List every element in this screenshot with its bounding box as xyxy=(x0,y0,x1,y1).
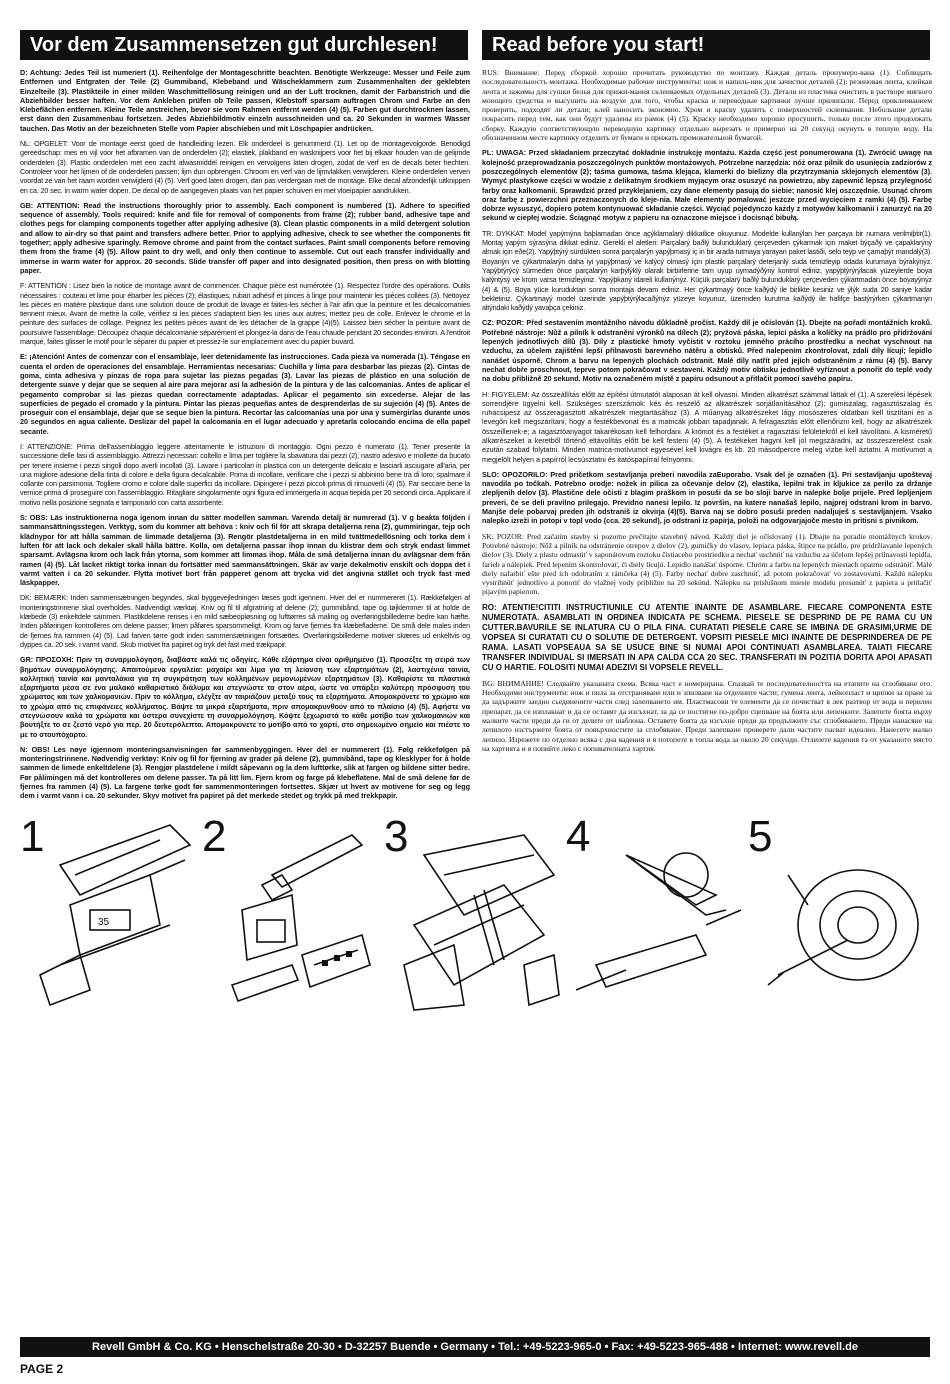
instruction-paragraph-gr: GR: ΠΡΟΣΟΧΗ: Πριν τη συναρμολόγηση, διαβάστε καλά τις οδηγίες. Κάθε εξάρτημα είναι αριθμημένο (1). Προσέξτε τη σειρά των βημάτων συναρμολόγησης. Απαιτούμενα εργαλεία: μαχαίρι και λίμα για τη λείανση των εξαρτημάτων (2), λαστιχένια ταινία, κολλητική ταινία και μανταλάκια για τη συγκράτηση των κολλημένων μεμονωμένων εξαρτημάτων (3). Καθαρίστε τα πλαστικά εξαρτήματα μέσα σε ένα μαλακό καθαριστικό διάλυμα και στεγνώστε τα στον αέρα, ώστε να υπάρξει καλύτερη πρόσφυση του χρώματος και των χαλκομανιών. Πριν το κόλλημα, ελέγξτε αν ταιριάζουν μεταξύ τους τα εξαρτήματα. Απομακρύνετε το χρώμιο και το χρώμα από τις επιφάνειες κολλήματος. Βάψτε τα μικρά εξαρτήματα, πριν απομακρυνθούν από το πλαίσιο (4) (5). Αφήστε να στεγνώσουν καλά τα χρώματα και ύστερα συνεχίστε τη συναρμολόγηση. Κόψτε ξεχωριστά το κάθε μοτίβο των χαλκομανιών και βουτήξτε το σε ζεστό νερό για περ. 20 δευτερόλεπτα. Απομακρύνετε το μοτίβο από το χαρτί, στο σημειωμένο σημείο και πιέστε το με το στουπόχαρτο. xyxy=(20,655,470,739)
step-number: 3 xyxy=(384,812,409,861)
knife-cutting-part-icon xyxy=(20,812,200,1015)
instruction-paragraph-i: I: ATTENZIONE: Prima dell'assemblaggio leggere attentamente le istruzioni di montaggio. Ogni pezzo è numerato (1). Tener presente la successione delle fasi di assemblaggio. Attrezzi necessari: coltello e lima per togliere la sbavatura dai pezzi (2), nastro adesivo e mollette da bucato per tenere insieme i pezzi singoli dopo averli incollati (3). Lavare i particolari in plastica con un detergente delicato e lasciarli asciugare all'aria, per una migliore adesione della tinta di colore e della figura decalcabile. Prima di incollare, verificare che i pezzi si abbinino bene tra di loro; spalmare il collante con parsimonia. Togliere cromo e colore dalle superfici da incollare. Dipingere i pezzi piccoli prima di rimuoverli (4) (5). Far seccare bene la vernice prima di proseguire con l'assemblaggio. Ritagliare singolarmente ogni figura ed immergerla in acqua tiepida per 20 secondi circa. Applicare il motivo nella posizione segnata e tamponarlo con carta assorbente. xyxy=(20,441,470,507)
step-number: 4 xyxy=(566,812,591,861)
file-and-clamp-icon xyxy=(202,812,382,1015)
instruction-paragraph-sk: SK: POZOR: Pred začatím stavby si pozorne prečítajte stavebný návod. Každý diel je očíslovaný (1). Dbajte na poradie montážnych krokov. Potrebné nástroje: Nôž a pilník na odstránenie otrepov z dielov (2), gumičky do vlasov, lepiaca páska, štipce na prádlo, pre pridržiavanie lepených dielov (3). Diely z plastu odmastiť v saponátovom roztoku čistiaceho prostriedku a nechať uschnúť na vzduchu za účelom lepšej prilnavosti lepidla, farieb a nálepiek. Pred lepením skontrolovať, či diely lícujú. Lepidlo nanášať úsporne. Chróm a farbu na lepených miestach opatrne odstrániť. Malé diely nafarbiť ešte pred ich odobratím z rámčeka (4) (5). Farby nechať dobre zaschnúť, až potom pokračovať vo zostavovaní. Každú nálepku vystrihnúť jednotlivo a ponoriť do vlažnej vody približne na 20 sekúnd. Nálepku na príslušnom mieste modelu presunúť z papiera a pritlačiť pijavým papierom. xyxy=(482,531,932,597)
step-3 xyxy=(384,812,564,1015)
instruction-paragraph-bg: BG: ВНИМАНИЕ! Следвайте указаната схема. Всяка част е номерирана. Спазвай те последователността на етапите на сглобяване его. Необходими инструменти: нож и пила за отстраняване или и зпилване на отделните части; гумена лента, лейкопласт и щипки за пране за да задържите заедно сьединените части след залепването им. Пластмасови те елементи да се почистват в лек разтвор от вода и перилен препарат, да се изплакнат и да се оставят да изсъхнат, за да се постигне по-добро сцепване на боята или лепенките. Залепете боята върху малките части преди да ги от делите от шаблона. Оставете боята да изсъхне преди да продължите със сглобяването. Преди нанасяне на лепилото изстържете боята от повърхностите за сглобяване. Преди залепване проверете дали частите пасват идеално. Нанесете малко лепило. Изрежете по отделно всяка с дна вадения и я потопете в топла вода за около 20 секунди. Отлепете вадения та от указаното място на хартията и я попийте леко с попивателната хартия. xyxy=(482,678,932,753)
assembly-steps-illustrations xyxy=(20,812,930,1015)
instruction-paragraph-nl: NL: OPGELET: Voor de montage eerst goed de handleiding lezen. Elk onderdeel is genummerd (1). Let op de montagevolgorde. Benodigd gereedschap: mes en vijl voor het afbramen van de onderdelen (2); elastiek, plakband en wasknijpers voor het bij elkaar houden van de gelijmde onderdelen (3). Plastic onderdelen met een zacht afwasmiddel reinigen en vervolgens laten drogen, zodat de verf en de decals beter hechten. Controleer voor het lijmen of de onderdelen passen; lijm dun opbrengen. Chroom en verf van de lijmvlakken verwijderen. Kleine onderdelen verven voordat ze van het raam worden verwijderd (4) (5). Verf goed laten drogen, dan pas verdergaan met de montage. Elke decal afzonderlijk uitknippen en ca. 20 sec. in warm water dopen. De decal op de aangegeven plaats van het papier schuiven en met vloeipapier aandrukken. xyxy=(20,139,470,195)
instruction-paragraph-de: D: Achtung: Jedes Teil ist numeriert (1). Reihenfolge der Montageschritte beachten. Benötigte Werkzeuge: Messer und Feile zum Entfernen und Entgraten der Teile (2) Gummiband, Klebeband und Wäscheklammern zum Zusammenhalten der geklebten Einzelteile (3). Plastikteile in einer milden Waschmittellösung reinigen und an der Luft trocknen, damit der Farbanstrich und die Abziehbilder besser haften. Vor dem Ankleben prüfen ob Teile passen, Klebstoff sparsam auftragen Chrom und Farbe an den Klebeflächen entfernen. Kleine Teile anstreichen, bevor sie vom Rahmen entfernt werden (4) (5). Farben gut durchtrocknen lassen, erst dann den Zusammenbau fortsetzen. Jedes Abziehbildmotiv einzeln ausschneiden und ca. 20 Sekunden in warmes Wasser tauchen. Das Motiv an der bezeichneten Stelle vom Papier abschieben und mit Löschpapier andrücken. xyxy=(20,68,470,133)
instruction-paragraph-pl: PL: UWAGA: Przed składaniem przeczytać dokładnie instrukcję montażu. Każda część jest ponumerowana (1). Zwrócić uwagę na kolejność przeprowadzania poszczególnych punktów montażowych. Potrzebne narzędzia: nóż oraz pilnik do usunięcia zadziorów z poszczególnych elementów (2); taśma gumowa, taśma klejąca, klamerki do bielizny dla przytrzymania sklejonych elementów (3). Wymyć plastykowe części w wodzie z delikatnym środkiem myjącym oraz osuszyć na powietrzu, aby zapewnić lepszą przylegność farby oraz kalkomanii. Sprawdzić przed przyklejaniem, czy dane elementy pasują do siebie; nanosić klej oszczędnie. Usunąć chrom oraz farbę z powierzchni przeznaczonych do kleje-nia. Małe elementy pomalować jeszcze przed wycięciem z ramki (4) (5). Farbę dobrze wysuszyć, dopiero potem kontynuować składanie części. Wyciąć pojedynczo każdy z motywów kalkomanii i zanurzyć na 20 sekund w ciepłej wodzie. Ściągnąć motyw z papieru na oznaczone miejsce i docisnąć bibułą. xyxy=(482,148,932,223)
decal-application-icon xyxy=(748,812,928,1015)
rubber-band-and-pegs-icon xyxy=(384,812,564,1015)
step-number: 5 xyxy=(748,812,773,861)
instruction-paragraph-h: H: FIGYELEM: Az összeállítás előtt az építési útmutatót alaposan át kell olvasni. Minden alkatrészt számmal láttak el (1). A szerelési lépések sorrendjére ügyelni kell. Szükséges szerszámok: kés és reszelő az alkatrészek sorjátlanításához (2); gumiszalag, ragasztószalag és ruhacsipesz az összeragasztott alkatrészek megtartásához (3). A műanyag alkatrészeket lágy mosószeres oldatban kell tisztítani és a levegőn kell megszárítani, hogy a festékbevonat és a matricák jobban tapadjanak. A felragasztás előtt ellenőrizni kell, hogy az alkatrészek összeillenek-e; a ragasztóanyagot takarékosan kell felhordani. A krómot és a festéket a ragasztási felületekről el kell távolítani. A kisméretű alkatrészeket a keretből történő eltávolítás előtt be kell festeni (4) (5). A festékeket hagyni kell jól megszáradni, az összeszerelést csak ezután szabad folytatni. Minden matrica-motívumot egyesével kell kivágni és kb. 20 másodpercre meleg vízbe kell áztatni. A motívumot a megjelölt helyen a papírról lecsúsztatni és itatóspapírral felnyomni. xyxy=(482,389,932,464)
instruction-paragraph-slo: SLO: OPOZORILO: Pred pričetkom sestavljanja preberi navodila zaEuporabo. Vsak del je označen (1). Pri sestavljanju upoštevaj navodila po točkah. Potrebno orodje: nožek in pilica za očevanje delov (2), elastika, lepilni trak in kljukice za perilo za držanje zlepljenih delov (3). Plastične dele očisti z blagim praškom in posuši da se bo sloji barve in nalepke bolje prijele. Pred lepljenjem preveri, če se deli pravilno prilegajo. Previdno nanesi lepilo. Iz površin, na katere nanašaš lepilo, najprej odstrani krom in barvo. Manjše dele pobarvaj preden jih odstraniš iz okvirja (4)(5). Barva naj se dobro posuši preden nadaljuješ s sestavljanjem. Vsako nalepko izreži in potopi v topl vodo (cca. 20 sekund), jo odstrani iz papirja, položi na odgovarjajoče mesto in pritisni s pivnikom. xyxy=(482,469,932,526)
left-column xyxy=(20,68,470,803)
instruction-paragraph-rus: RUS: Внимание: Перед сборкой хорошо прочитать руководство по монтажу. Каждая деталь пронумеро-вана (1). Соблюдать последовательность монтажа. Необходимые рабочие инструменты: нож и напиль-ник для зачистки деталей (2); резиновая лента, клейкая лента и зажимы для сушки белья для прижи-мания склеиваемых отдельных деталей (3). Детали из пластика очистить в растворе мягкого моющего средства и высушить на воздухе для того, чтобы краска и переводные картинки лучше прилипали. Перед приклеиванием проверить, подходят ли детали; клей наносить экономно. Хром и краску удалить с поверхностей склеивания. Небольшие детали покрасить перед тем, как они будут удалены из рамок (4) (5). Краску необходимо хорошо просушить, только после этого продолжать сборку. Каждую соответствующую переводную картинку отдельно вырезать и примерно на 20 секунд окунуть в теплую воду. На обозначенном месте картинку отделить от бумаги и прижать промокательной бумагой. xyxy=(482,68,932,143)
instruction-paragraph-gb: GB: ATTENTION: Read the instructions thoroughly prior to assembly. Each component is numbered (1). Adhere to specified sequence of assembly. Tools required: knife and file for removal of components from frame (2); rubber band, adhesive tape and clothes pegs for clamping components together after applying adhesive (3). Clean plastic components in a mild detergent solution and allow to air-dry so that paint and transfers adhere better. Prior to applying adhesive, check to see whether the components fit together; apply adhesive sparingly. Remove chrome and paint from the contact surfaces. Paint small components before removing them from the frame (4) (5). Allow paint to dry well, and only then continue to assemble. Cut out each transfer individually and immerse in warm water for approx. 20 seconds. Slide transfer off paper and into designated position, then press on with blotting paper. xyxy=(20,200,470,275)
header-right-title: Read before you start! xyxy=(482,30,930,60)
instruction-paragraph-f: F: ATTENTION : Lisez bien la notice de montage avant de commencer. Chaque pièce est numérotée (1). Respectez l'ordre des opérations. Outils nécessaires : couteau et lime pour ébarber les pièces (2); élastiques, ruban adhésif et pinces à linge pour maintenir les pièces collées (3). Nettoyez les pièces en matière plastique dans une solution douce de produit de lavage et faites-les sécher à l'air afin que la peinture et les décalcomanies tiennent mieux. Avant de mettre la colle, vérifiez si les pièces s'adaptent bien les unes aux autres; mettez peu de colle. Enlevez le chrome et la peinture des surfaces de collage. Peignez les petites pièces avant de les détacher de la grappe (4)(5). Laissez bien sécher la peinture avant de poursuivre l'assemblage. Découpez chaque décalcomanie séparément et plongez-la dans de l'eau chaude pendant 20 secondes environ. A l'endroit marqué, faites glisser le motif pour le séparer du papier et pressez-le sur emplacement avec du papier buvard. xyxy=(20,281,470,347)
step-number: 1 xyxy=(20,812,45,861)
page-number: PAGE 2 xyxy=(20,1362,64,1376)
right-column xyxy=(482,68,932,803)
tweezers-and-brush-icon xyxy=(566,812,746,1015)
svg-text:35: 35 xyxy=(98,917,110,928)
instruction-paragraph-e: E: ¡Atención! Antes de comenzar con el ensamblaje, leer detenidamente las instrucciones. Cada pieza va numerada (1). Téngase en cuenta el orden de operaciones del ensamblaje. Herramientas necesarias: Cuchilla y lima para desbarbar las piezas (2). Cintas de goma, cinta adhesiva y pinzas de ropa para sujetar las piezas pegadas (3). Lavar las piezas de plástico en una solución de detergente suave y dejar que se sequen al aire para mejorar así la adhesión de la pintura y de las calcomanías. Antes de aplicar el pegamento comprobar si las piezas quedan correctamente adaptadas. Aplicar el pegamento sin excederse. Alejar de las superficies de pegado el cromado y la pintura. Pintar las piezas pequeñas antes de desprenderlas de su sujeción (4) (5). Antes de proseguir con el ensamblaje, dejar que se seque bien la pintura. Recortar las calcomanías una por una y sumergirlas durante unos 20 segundos en agua caliente. Deslizar del papel la calcomanía en el lugar adecuado y apretarla colocando encima de ella papel secante. xyxy=(20,352,470,436)
instruction-paragraph-n: N: OBS! Les nøye igjennom monteringsanvisningen før sammenbyggingen. Hver del er nummerert (1). Følg rekkefølgen på monteringstrinnene. Nødvendig verktøy: Kniv og fil for fjerning av grader på delene (2), gummibånd, tape og klesklyper for å holde sammen de limede enkeltdelene (3). Rengjør plastdelene i mildt såpevann og la dem lufttørke, slik at fargen og bildene sitter bedre. Før pålimingen må det kontrolleres om delene passer. Ta på litt lim. Fjern krom og farge på klebeflatene. Mal de små delene før de fjernes fra rammen (4) (5). La fargene tørke godt før sammenmonteringen fortsettes. Skjær ut hvert av motivene for seg og legg dem i varmt vann i ca. 20 sekunder. Skyv motivet fra papiret på det merkede stedet og trykk på med trekkpapir. xyxy=(20,744,470,801)
step-4 xyxy=(566,812,746,1015)
header-left-title: Vor dem Zusammensetzen gut durchlesen! xyxy=(20,30,468,60)
instruction-paragraph-tr: TR: DYKKAT: Model yapýmýna baþlamadan önce açýklamalarý dikkatlice okuyunuz. Modelde kullanýlan her parçaya bir numara verilmiþtir(1). Montaj yapým sýrasýna dikkat ediniz. Gerekli el aletleri: Parçalarý baðlý bulunduklarý çerçeveden çýkarmak için maket býçaðý ve çapaklarýný almak için eðe(2). Yapýþtýrý sürdükten sonra parçalarýn yapýþmasý iç in bir arada tutmaya yarayan paket lastiði, selo teyp ve çamaþýr mandalý(3). Boyanýn ve çýkartmalarýn daha iyi yapýþmasý ve kalýcý olmasý için plastik parçalarý deterjanlý suda temizleyip odada kurumaya býrakýnýz. Yapýþtýrýcý sürmeden önce parçalarýn karþýlýklý olarak birbirlerine tam uyup uymadýðýný kontrol ediniz, yapýþtýrýrýlacak yüzeylerde boya kalýntýsý ve krom varsa temizleyiniz. Yapýþkaný idareli kullanýnýz. Küçük parçalarý baðlý bulunduklarý çerçeveden çýkartmadan önce boyayýnýz (4) & (5). Boya yüce kuruduktan sonra montaja devam ediniz. Her çýkartmayý önce kaðýdý ile birlikte kesiniz ve ýlýk suda 20 saniye kadar bekletiniz. Çýkartmayý model üzerinde yapýþtýrýlacaðýnýz yüzeye koyunuz, üzerinden kurutma kaðýdý ile hafifçe bastýrýrken çýkartmanýn altýndaki kaðýdý yavaþça çekiniz. xyxy=(482,228,932,313)
step-2 xyxy=(202,812,382,1015)
step-number: 2 xyxy=(202,812,227,861)
step-1 xyxy=(20,812,200,1015)
step-5 xyxy=(748,812,928,1015)
instruction-paragraph-ro: RO: ATENTIE!CITITI INSTRUCTIUNILE CU ATENTIE INAINTE DE ASAMBLARE. FIECARE COMPONENTA ESTE NUMEROTATA. ASAMBLATI IN ORDINEA INDICATA PE SCHEMA. PIESELE SE DESPRIND DE PE RAMA CU UN CUTTER.BAVURILE SE INLATURA CU O PILA FINA. CURATATI PIESELE CARE SE IMBINA DE GRASIMI,URME DE VOPSEA SI CURATATI CU O SOLUTIE DE DETERGENT. VOPSITI PIESELE MICI INAINTE DE DESPRINDEREA DE PE RAMA. LASATI VOPSEAUA SA SE USUCE BINE SI NUMAI APOI CONTINUATI ASAMBLAREA. TAIATI FIECARE TRANSFER INDIVIDUAL SI IMERSATI IN APA CALDA CCA 20 SEC. TRANSFERATI IN POZITIA DORITA APOI APASATI CU O HARTIE. FOLOSITI NUMAI ADEZIVI SI VOPSELE REVELL. xyxy=(482,602,932,672)
footer-contact-bar: Revell GmbH & Co. KG • Henschelstraße 20-30 • D-32257 Buende • Germany • Tel.: +49-5223-965-0 • Fax: +49-5223-965-488 • Internet: www.revell.de xyxy=(20,1337,930,1357)
instruction-paragraph-dk: DK: BEMÆRK: Inden sammensætningen begyndes, skal byggevejledningen læses godt igennem. Hver del er nummereret (1). Rækkefølgen af monteringstrinnene skal overholdes. Nødvendigt værktøj: Kniv og fil til afgratning af delene (2); gummibånd, tape og tøjklemmer til at holde de klæbede (3) enkeltdele sammen. Plastikdelene renses i en mild sæbeopløsning og lufttørres så maling og overføringsbillederne bedre kan hæfte. Inden påføringen kontrolleres om delene passer; limen påføres sparsommeligt. Krom og farve fjernes fra klæbefladerne. De små dele males inden de fjernes fra rammen (4) (5). Lad farven tørre godt inden sammensætningen fortsættes. Overføringsbillederne motiver skæres ud enkeltvis og dyppes ca. 20 sek. i varmt vand. Skub motivet fra papiret og tryk det fast med trækpapir. xyxy=(20,593,470,649)
instruction-paragraph-cz: CZ: POZOR: Před sestavením montážního návodu důkladně pročíst. Každý díl je očíslován (1). Dbejte na pořadí montážních kroků. Potřebné nástroje: Nůž a pilník k odstranění výronků na dílech (2); pryžová páska, lepicí páska a kolíčky na prádlo pro přidržování lepených jednotlivých dílů (3). Díly z plastické hmoty vyčistit v roztoku jemného prácího prostředku a nechat vyschnout na vzduchu, za účelem zajištění lepší přilnavosti barevného nátěru a obtisků. Před nalepením zkontrolovat, zdali díly lícují; lepidlo nanášet úsporně. Chrom a barvu na lepených plochách odstranit. Malé díly natřít před jejich odstraněním z rámu (4) (5). Barvy nechat dobře proschnout, teprve potom pokračovat v sestavení. Každý motiv obtisku jednotlivě vyříznout a ponořit do teplé vody na dobu přibližně 20 sekund. Motiv na označeném místě z papíru odsunout a přitlačit pomocí savého papíru. xyxy=(482,318,932,384)
instruction-paragraph-s: S: OBS: Läs instruktionerna noga igenom innan du sätter modellen samman. Varenda detalj är numrerad (1). V g beakta följden i sammansättningsstegen. Verktyg, som du kommer att behöva : kniv och fil för att skrapa detaljerna rena (2), gummiringar, tejp och klädnypor för att hålla samman de limmade detaljerna (3). Rengör plastdetaljerna in en mild tvättmedellösning och torka dem i luften för att lack och dekaler skall hålla bättre. Kolla, om detaljerna passar ihop innan du klistrar dem och stryk endast limmet sparsamt. Avlägsna krom och lack från ytorna, som kommer att limmas ihop. Måla de små detaljerna innan du avlägsnar dem från ramen (4) (5). Låt lacket riktigt torka innan du fortsätter med sammansättningen. Skär av varje dekalmotiv enskilt och doppa det i varmt vatten i ca 20 sekunder. Flytta motivet bort från papperet genom att trycka vid det angivna stället och tryck fast med läskpapper. xyxy=(20,513,470,588)
